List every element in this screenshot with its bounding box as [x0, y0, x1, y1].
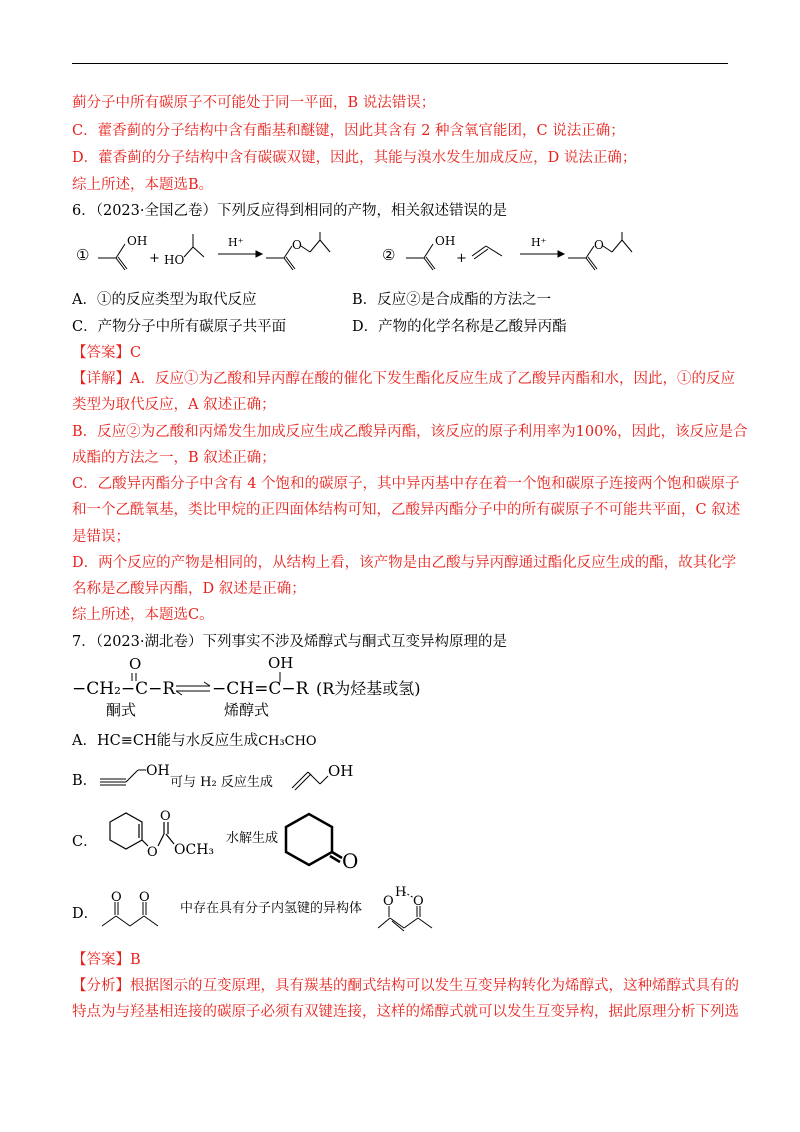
- c-carbonyl-o-label: O: [160, 809, 171, 824]
- hydrogen-bond-h-label: H: [395, 885, 407, 900]
- reaction-arrow-2: [520, 251, 564, 257]
- q7-option-d-structures: [96, 884, 476, 940]
- q6-detail-line-5: C．乙酸异丙酯分子中含有 4 个饱和的碳原子，其中异丙基中存在着一个饱和碳原子连接两个饱和碳原子: [72, 476, 740, 492]
- reaction-1-number: ①: [76, 246, 90, 264]
- acetic-acid-structure-2: [406, 244, 435, 270]
- enol-oh-label: OH: [268, 654, 294, 672]
- c-ester-o-label: O: [147, 845, 158, 860]
- d-o-label-1: O: [111, 890, 122, 905]
- b-oh-label-1: OH: [146, 763, 170, 779]
- q6-detail-line-6: 和一个乙酰氧基，类比甲烷的正四面体结构可知，乙酸异丙酯分子中的所有碳原子不可能共平面，C 叙述: [72, 502, 741, 518]
- q6-option-d[interactable]: D．产物的化学名称是乙酸异丙酯: [352, 319, 567, 335]
- methoxy-label: OCH₃: [174, 842, 215, 858]
- q7-analysis-line-2: 特点为与羟基相连接的碳原子必须有双键连接，这样的烯醇式就可以发生互变异构，据此原理分析下列选: [72, 1004, 739, 1020]
- prev-line-4: 综上所述，本题选B。: [72, 177, 214, 193]
- keto-label: 酮式: [106, 701, 137, 719]
- q6-option-a[interactable]: A．①的反应类型为取代反应: [72, 292, 257, 308]
- keto-formula: −CH₂−C−R: [72, 679, 176, 699]
- acetaldehyde-formula: CH₃CHO: [258, 734, 317, 749]
- q7-option-d-prefix[interactable]: D．: [72, 906, 99, 922]
- catalyst-label-2: H⁺: [531, 236, 547, 249]
- enol-tautomer-structure: [378, 906, 432, 931]
- acetic-acid-structure-1: [98, 244, 127, 270]
- reaction-2-number: ②: [382, 246, 396, 264]
- q6-detail-line-8: D．两个反应的产物是相同的，从结构上看，该产物是由乙酸与异丙醇通过酯化反应生成的酯，故其化学: [72, 555, 737, 571]
- enol-label: 烯醇式: [224, 701, 270, 719]
- q6-answer: 【答案】C: [72, 345, 142, 361]
- q6-stem: 6．（2023·全国乙卷）下列反应得到相同的产物，相关叙述错误的是: [72, 203, 507, 219]
- keto-o-label: O: [129, 655, 142, 673]
- q6-detail-line-10: 综上所述，本题选C。: [72, 607, 214, 623]
- option-a-prefix: A．: [72, 733, 97, 749]
- r-group-note: (R为烃基或氢): [316, 679, 421, 698]
- b-oh-label-2: OH: [328, 762, 354, 780]
- catalyst-label-1: H⁺: [228, 236, 244, 249]
- prev-line-1: 蓟分子中所有碳原子不可能处于同一平面，B 说法错误；: [72, 95, 436, 111]
- oh-label-2: OH: [435, 234, 456, 248]
- option-c-text: 水解生成: [226, 831, 279, 846]
- q7-option-b-structures: [96, 758, 396, 798]
- enol-formula: −CH=C−R: [212, 679, 309, 699]
- prev-line-3: D．藿香蓟的分子结构中含有碳碳双键，因此，其能与溴水发生加成反应，D 说法正确；: [72, 150, 637, 166]
- propene-structure: [472, 246, 502, 259]
- q6-option-b[interactable]: B．反应②是合成酯的方法之一: [352, 292, 552, 308]
- acetylacetone-structure: [102, 902, 158, 926]
- q6-detail-line-9: 名称是乙酸异丙酯，D 叙述是正确；: [72, 581, 306, 597]
- ester-o-label-1: O: [292, 238, 302, 252]
- header-rule: [72, 63, 728, 64]
- q6-detail-line-1: 【详解】A．反应①为乙酸和异丙醇在酸的催化下发生酯化反应生成了乙酸异丙酯和水，因此，①的反应: [72, 371, 735, 387]
- q7-analysis-line-1: 【分析】根据图示的互变原理，具有羰基的酮式结构可以发生互变异构转化为烯醇式，这种烯醇式具有的: [72, 978, 739, 994]
- q6-reaction-scheme: [72, 228, 728, 278]
- d-o-label-2: O: [139, 890, 150, 905]
- q6-detail-line-3: B．反应②为乙酸和丙烯发生加成反应生成乙酸异丙酯，该反应的原子利用率为100%，因此，该反应是合: [72, 424, 748, 440]
- q6-detail-line-4: 成酯的方法之一，B 叙述正确；: [72, 450, 276, 466]
- q7-stem: 7．（2023·湖北卷）下列事实不涉及烯醇式与酮式互变异构原理的是: [72, 634, 507, 650]
- cyclohexanone-structure: [286, 814, 342, 865]
- plus-sign-1: +: [149, 251, 160, 266]
- option-b-text: 可与 H₂ 反应生成: [170, 775, 273, 790]
- d-enol-o-label-1: O: [383, 894, 394, 909]
- plus-sign-2: +: [456, 251, 467, 266]
- q7-option-c-prefix[interactable]: C．: [72, 834, 98, 850]
- q7-answer: 【答案】B: [72, 952, 141, 968]
- option-a-text: 能与水反应生成: [156, 733, 259, 749]
- d-enol-o-label-2: O: [413, 894, 424, 909]
- q7-option-a[interactable]: [72, 731, 317, 752]
- cyclohexanone-o-label: O: [342, 849, 359, 873]
- q7-option-c-structures: [90, 800, 390, 880]
- allyl-alcohol-structure: [292, 772, 328, 790]
- reaction-arrow-1: [218, 251, 262, 257]
- ho-label: HO: [164, 253, 185, 267]
- q6-option-c[interactable]: C．产物分子中所有碳原子共平面: [72, 319, 287, 335]
- q6-detail-line-7: 是错误；: [72, 529, 130, 545]
- option-d-text: 中存在具有分子内氢键的异构体: [180, 901, 363, 916]
- prev-line-2: C．藿香蓟的分子结构中含有酯基和醚键，因此其含有 2 种含氧官能团，C 说法正确；: [72, 123, 625, 139]
- ester-o-label-2: O: [594, 238, 604, 252]
- keto-enol-equilibrium: [72, 650, 472, 718]
- q7-option-b-prefix[interactable]: B．: [72, 773, 98, 789]
- isopropanol-structure: [184, 234, 204, 257]
- acetylene-formula: HC≡CH: [96, 733, 157, 749]
- oh-label-1: OH: [127, 234, 148, 248]
- q6-detail-line-2: 类型为取代反应，A 叙述正确；: [72, 397, 276, 413]
- equilibrium-arrows: [176, 682, 210, 695]
- propargyl-alcohol-structure: [100, 770, 146, 785]
